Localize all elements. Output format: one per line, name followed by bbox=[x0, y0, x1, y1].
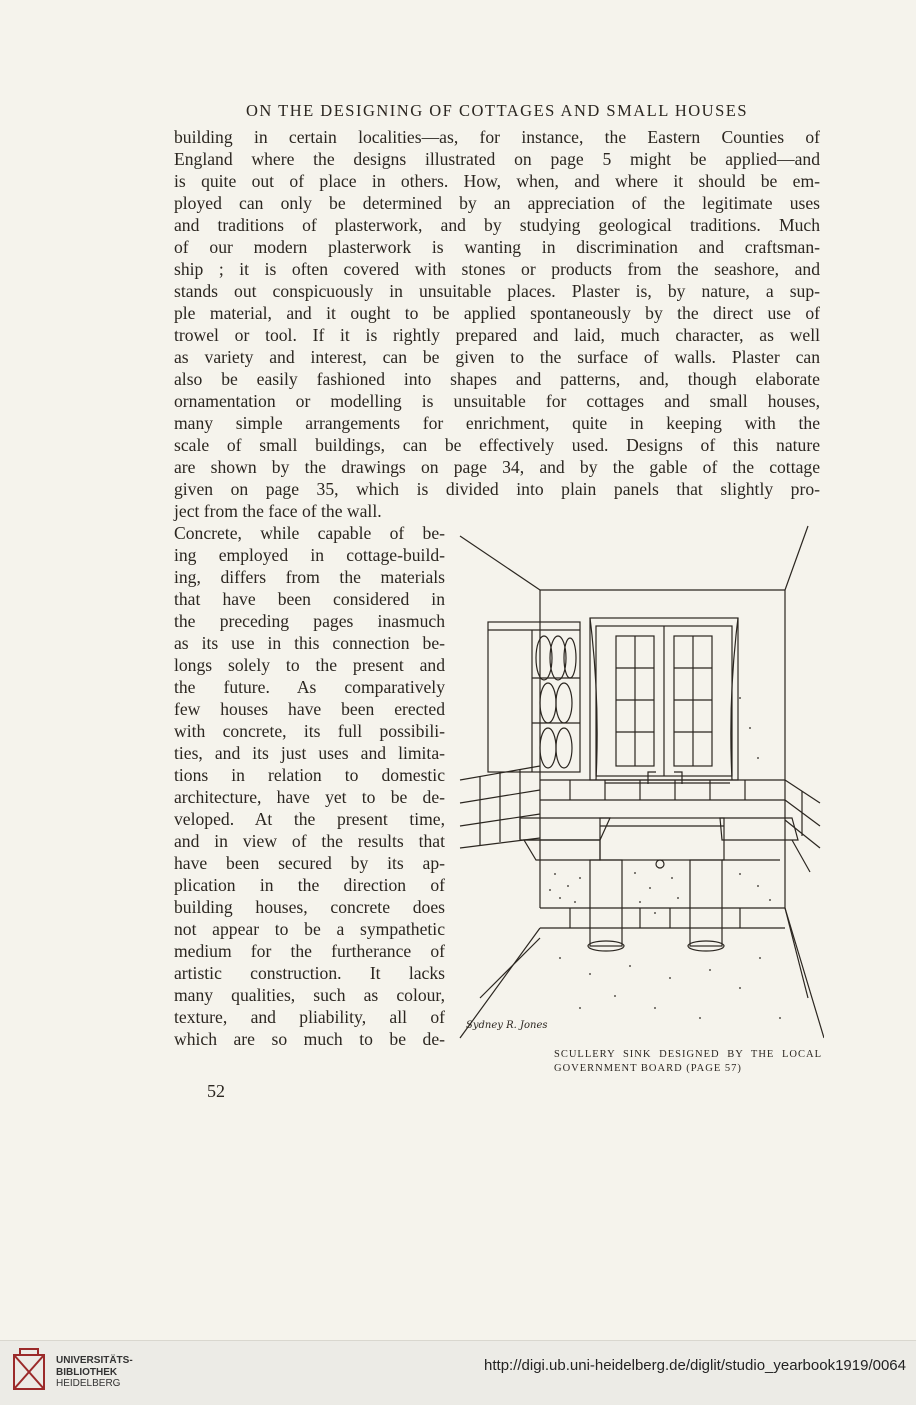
text-line: ing, differs from the materials bbox=[174, 567, 445, 587]
figure-caption bbox=[554, 1048, 822, 1076]
text-line: not appear to be a sympathetic bbox=[174, 919, 445, 939]
text-line: longs solely to the present and bbox=[174, 655, 445, 675]
library-name bbox=[56, 1355, 133, 1390]
text-line: ship ; it is often covered with stones or products from the seashore, and bbox=[174, 259, 820, 279]
caption-line: SCULLERY SINK DESIGNED BY THE LOCAL bbox=[554, 1049, 822, 1060]
text-line: architecture, have yet to be de- bbox=[174, 787, 445, 807]
text-line: veloped. At the present time, bbox=[174, 809, 445, 829]
caption-line: GOVERNMENT BOARD (PAGE 57) bbox=[554, 1063, 742, 1074]
text-line: that have been considered in bbox=[174, 589, 445, 609]
text-line: building houses, concrete does bbox=[174, 897, 445, 917]
text-line: and in view of the results that bbox=[174, 831, 445, 851]
university-library-logo-icon bbox=[10, 1347, 52, 1397]
text-line: few houses have been erected bbox=[174, 699, 445, 719]
library-line: HEIDELBERG bbox=[56, 1378, 121, 1389]
artist-signature: Sydney R. Jones bbox=[466, 1020, 548, 1031]
text-line: England where the designs illustrated on page 5 might be applied—and bbox=[174, 149, 820, 169]
text-line: medium for the furtherance of bbox=[174, 941, 445, 961]
text-line: the preceding pages inasmuch bbox=[174, 611, 445, 631]
text-line: texture, and pliability, all of bbox=[174, 1007, 445, 1027]
text-line: Concrete, while capable of be- bbox=[174, 523, 445, 543]
text-line: have been secured by its ap- bbox=[174, 853, 445, 873]
text-line: with concrete, its full possibili- bbox=[174, 721, 445, 741]
text-line: many simple arrangements for enrichment, quite in keeping with the bbox=[174, 413, 820, 433]
permalink-url[interactable]: http://digi.ub.uni-heidelberg.de/diglit/studio_yearbook1919/0064 bbox=[484, 1357, 906, 1374]
scullery-sink-illustration bbox=[440, 518, 824, 1052]
text-line: as variety and interest, can be given to the surface of walls. Plaster can bbox=[174, 347, 820, 367]
text-line: ployed can only be determined by an appreciation of the legitimate uses bbox=[174, 193, 820, 213]
running-head: ON THE DESIGNING OF COTTAGES AND SMALL HOUSES bbox=[245, 101, 749, 120]
text-line: the future. As comparatively bbox=[174, 677, 445, 697]
text-line: scale of small buildings, can be effectively used. Designs of this nature bbox=[174, 435, 820, 455]
text-line: given on page 35, which is divided into plain panels that slightly pro- bbox=[174, 479, 820, 499]
viewer-footer bbox=[0, 1340, 916, 1405]
text-line: also be easily fashioned into shapes and patterns, and, though elaborate bbox=[174, 369, 820, 389]
text-line: ing employed in cottage-build- bbox=[174, 545, 445, 565]
text-line: trowel or tool. If it is rightly prepared and laid, much character, as well bbox=[174, 325, 820, 345]
text-line: ties, and its just uses and limita- bbox=[174, 743, 445, 763]
page-number: 52 bbox=[207, 1081, 225, 1101]
text-line: as its use in this connection be- bbox=[174, 633, 445, 653]
text-line: building in certain localities—as, for instance, the Eastern Counties of bbox=[174, 127, 820, 147]
text-line: are shown by the drawings on page 34, and by the gable of the cottage bbox=[174, 457, 820, 477]
text-line: of our modern plasterwork is wanting in discrimination and craftsman- bbox=[174, 237, 820, 257]
library-line: BIBLIOTHEK bbox=[56, 1366, 118, 1378]
text-line: many qualities, such as colour, bbox=[174, 985, 445, 1005]
text-line: artistic construction. It lacks bbox=[174, 963, 445, 983]
text-line: ornamentation or modelling is unsuitable for cottages and small houses, bbox=[174, 391, 820, 411]
text-line: ple material, and it ought to be applied spontaneously by the direct use of bbox=[174, 303, 820, 323]
text-line: tions in relation to domestic bbox=[174, 765, 445, 785]
text-line: and traditions of plasterwork, and by studying geological traditions. Much bbox=[174, 215, 820, 235]
library-line: UNIVERSITÄTS- bbox=[56, 1355, 133, 1366]
text-line: stands out conspicuously in unsuitable places. Plaster is, by nature, a sup- bbox=[174, 281, 820, 301]
text-line: ject from the face of the wall. bbox=[174, 501, 382, 521]
text-line: is quite out of place in others. How, when, and where it should be em- bbox=[174, 171, 820, 191]
text-line: which are so much to be de- bbox=[174, 1029, 445, 1049]
text-line: plication in the direction of bbox=[174, 875, 445, 895]
